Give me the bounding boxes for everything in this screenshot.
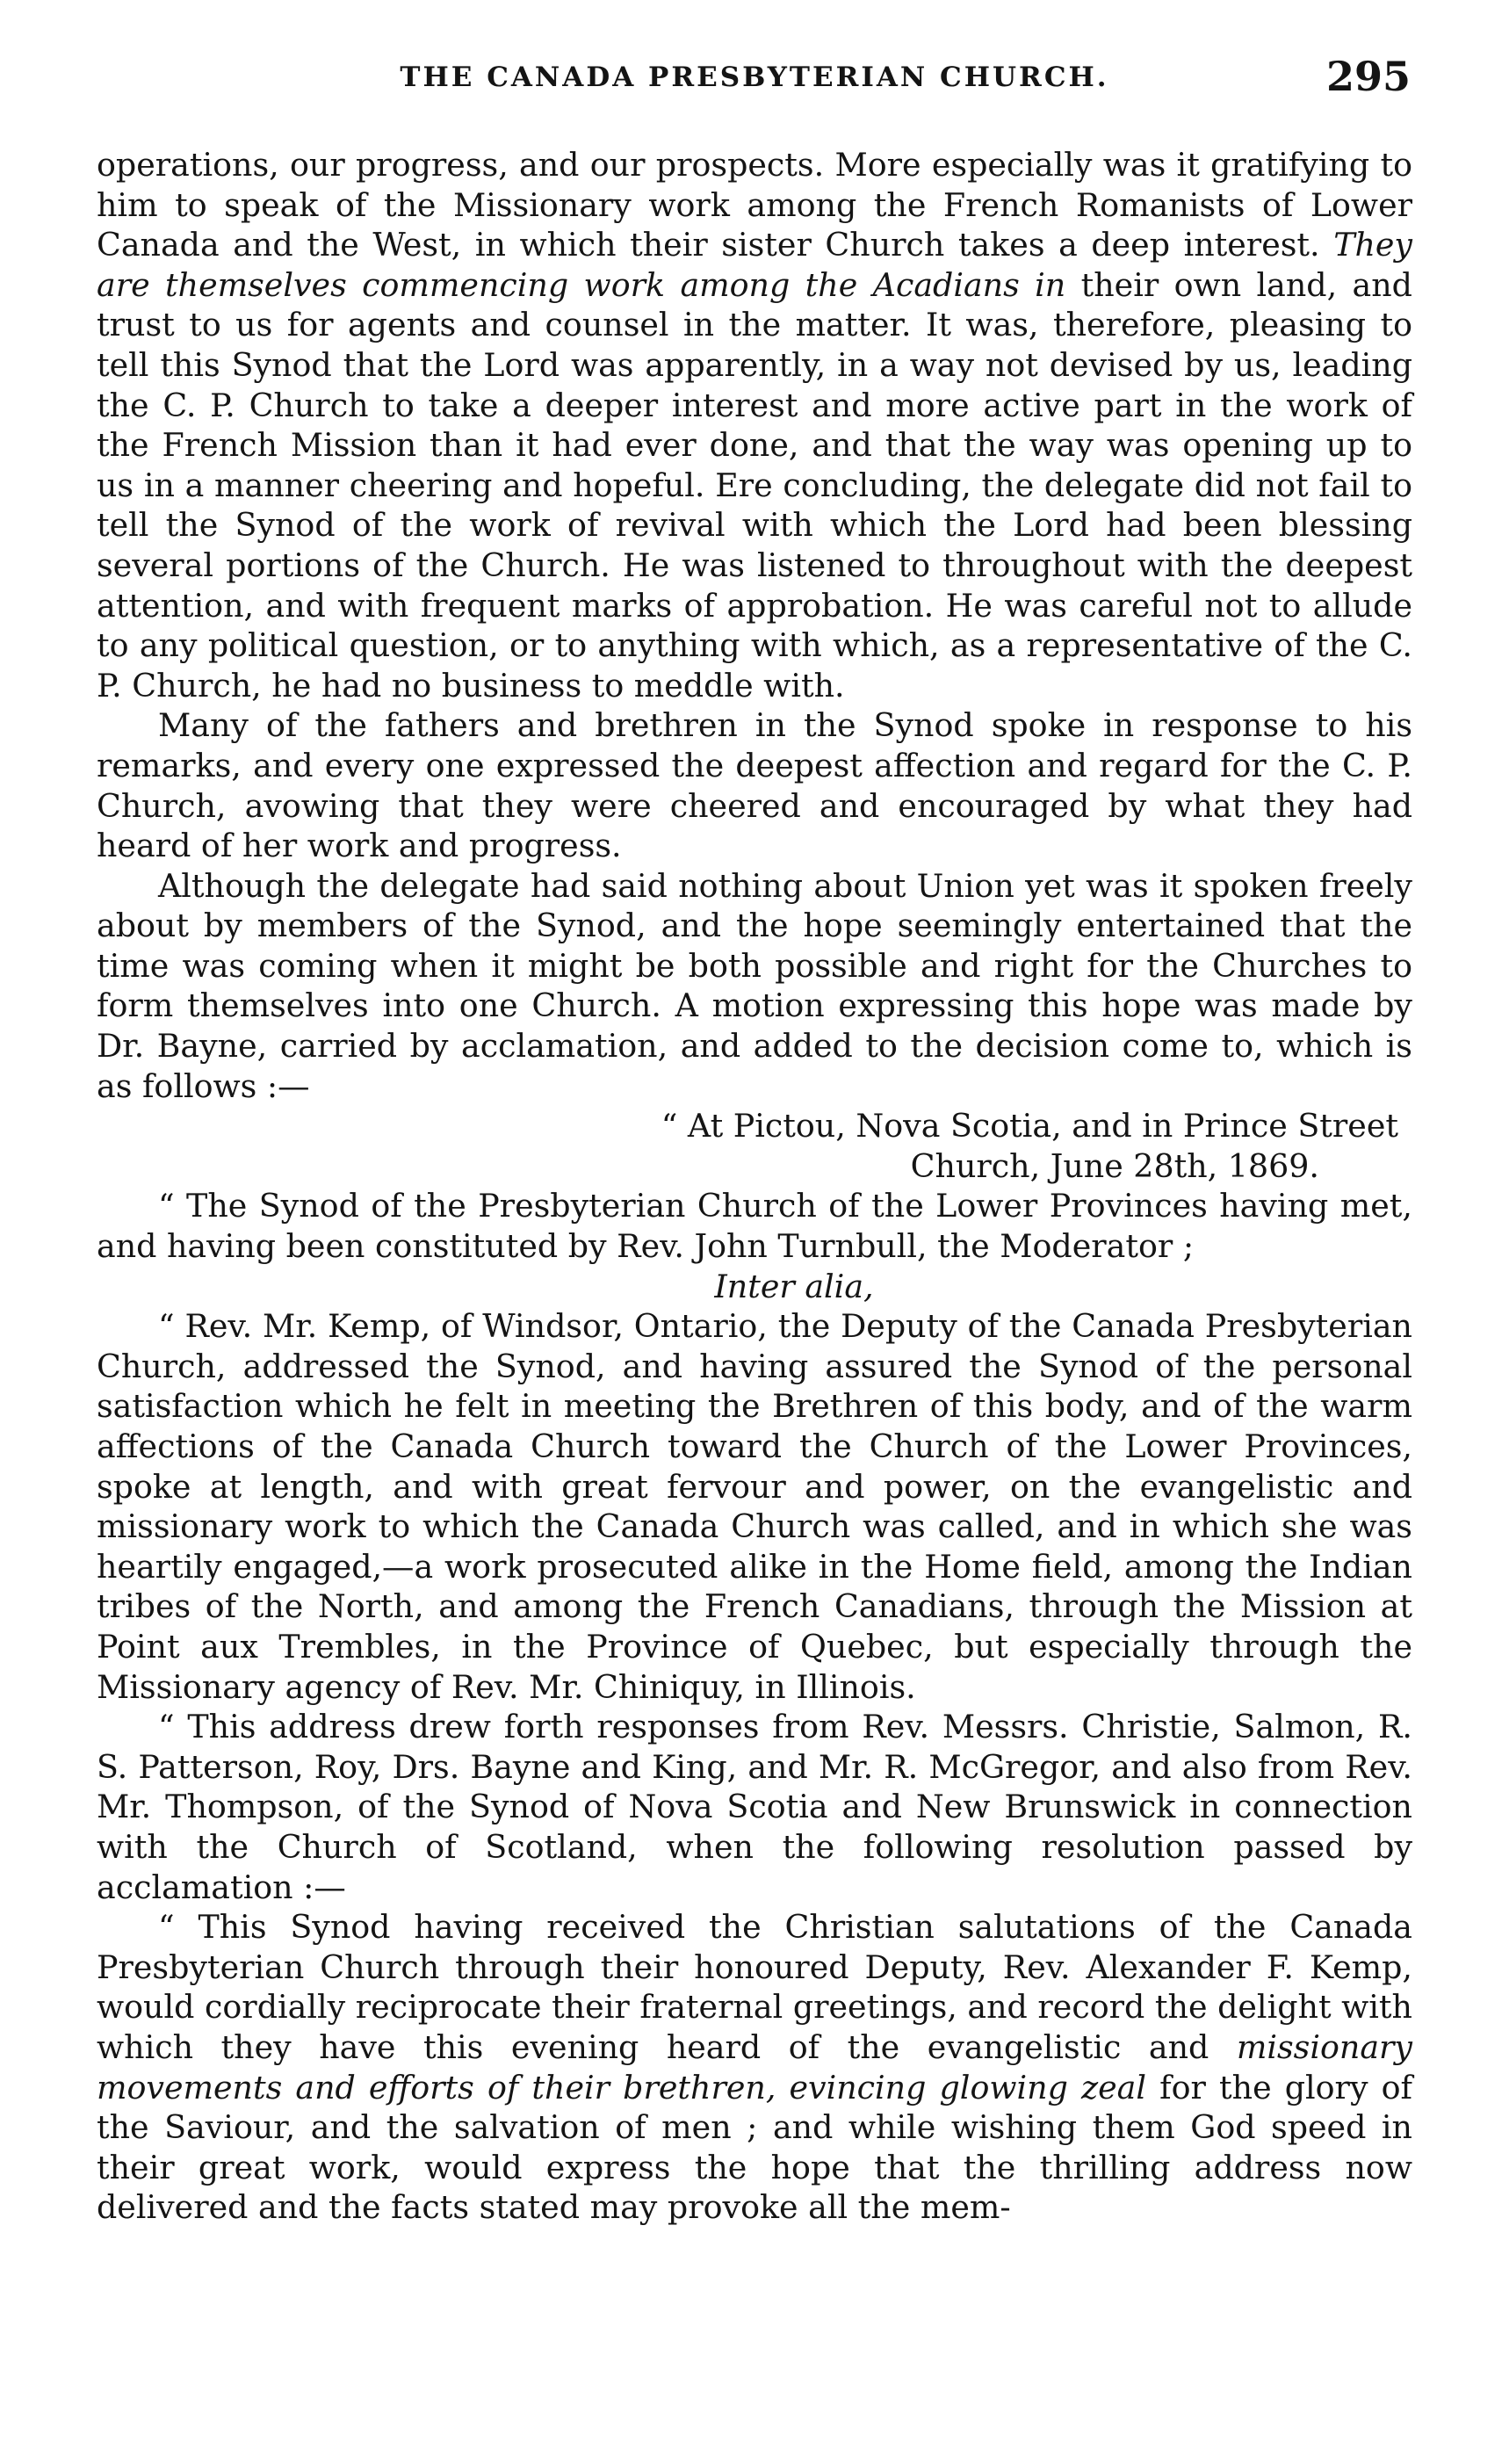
paragraph: Many of the fathers and brethren in the Synod spoke in response to his remarks, and every one expressed the deepest affection and regard for the C. P. Church, avowing that they were cheered and encouraged by what they had heard of her work and progress. [97,706,1412,865]
italic-text: They are themselves commencing work among the Acadians in [97,226,1412,304]
dateline-line: Church, June 28th, 1869. [910,1146,1319,1185]
italic-text: Inter alia, [714,1267,874,1305]
running-head [88,54,1421,111]
page-number: 295 [1325,53,1411,100]
paragraph-text: operations, our progress, and our prospects. More especially was it gratifying to him to speak of the Missionary work among the French Romanists of Lower Canada and the West, in which their sister Church takes a deep interest. [97,146,1412,264]
inter-alia [97,1267,1412,1307]
paragraph-text: their own land, and trust to us for agents and counsel in the matter. It was, therefore, pleasing to tell this Synod that the Lord was apparently, in a way not devised by us, leading the C. P. Church to take a deeper interest and more active part in the work of the French Mission than it had ever done, and that the way was opening up to us in a manner cheering and hopeful. Ere concluding, the delegate did not fail to tell the Synod of the work of revival with which the Lord had been blessing several portions of the Church. He was listened to throughout with the deepest attention, and with frequent marks of approbation. He was careful not to allude to any political question, or to anything with which, as a representative of the C. P. Church, he had no business to meddle with. [97,265,1412,705]
paragraph: “ This address drew forth responses from Rev. Messrs. Christie, Salmon, R. S. Patterson, Roy, Drs. Bayne and King, and Mr. R. McGregor, and also from Rev. Mr. Thompson, of the Synod of Nova Scotia and New Brunswick in connection with the Church of Scotland, when the following resolution passed by acclamation :— [97,1708,1412,1906]
paragraph: “ The Synod of the Presbyterian Church of the Lower Provinces having met, and having been constituted by Rev. John Turnbull, the Moderator ; [97,1187,1412,1266]
paragraph: Although the delegate had said nothing about Union yet was it spoken freely about by members of the Synod, and the hope seemingly entertained that the time was coming when it might be both possible and right for the Churches to form themselves into one Church. A motion expressing this hope was made by Dr. Bayne, carried by acclamation, and added to the decision come to, which is as follows :— [97,866,1412,1105]
paragraph-text: “ This Synod having received the Christian salutations of the Canada Presbyterian Church through their honoured Deputy, Rev. Alexander F. Kemp, would cordially reciprocate their fraternal greetings, and record the delight with which they have this evening heard of the evangelistic and [97,1908,1412,2066]
body-text [97,145,1412,2438]
paragraph-continued [97,145,1412,705]
paragraph-text: for the glory of the Saviour, and the salvation of men ; and while wishing them God speed in their great work, would express the hope that the thrilling address now delivered and the facts stated may provoke all the mem- [97,2068,1412,2227]
paragraph: “ Rev. Mr. Kemp, of Windsor, Ontario, the Deputy of the Canada Presbyterian Church, addressed the Synod, and having assured the Synod of the personal satisfaction which he felt in meeting the Brethren of this body, and of the warm affections of the Canada Church toward the Church of the Lower Provinces, spoke at length, and with great fervour and power, on the evangelistic and missionary work to which the Canada Church was called, and in which she was heartily engaged,—a work prosecuted alike in the Home field, among the Indian tribes of the North, and among the French Canadians, through the Mission at Point aux Trembles, in the Province of Quebec, but especially through the Missionary agency of Rev. Mr. Chiniquy, in Illinois. [97,1307,1412,1706]
italic-text: missionary movements and efforts of their brethren, evincing glowing zeal [97,2027,1412,2106]
running-title: THE CANADA PRESBYTERIAN CHURCH. [400,61,1109,93]
paragraph [97,1907,1412,2228]
dateline [97,1106,1412,1186]
dateline-line: “ At Pictou, Nova Scotia, and in Prince Street [661,1107,1398,1145]
